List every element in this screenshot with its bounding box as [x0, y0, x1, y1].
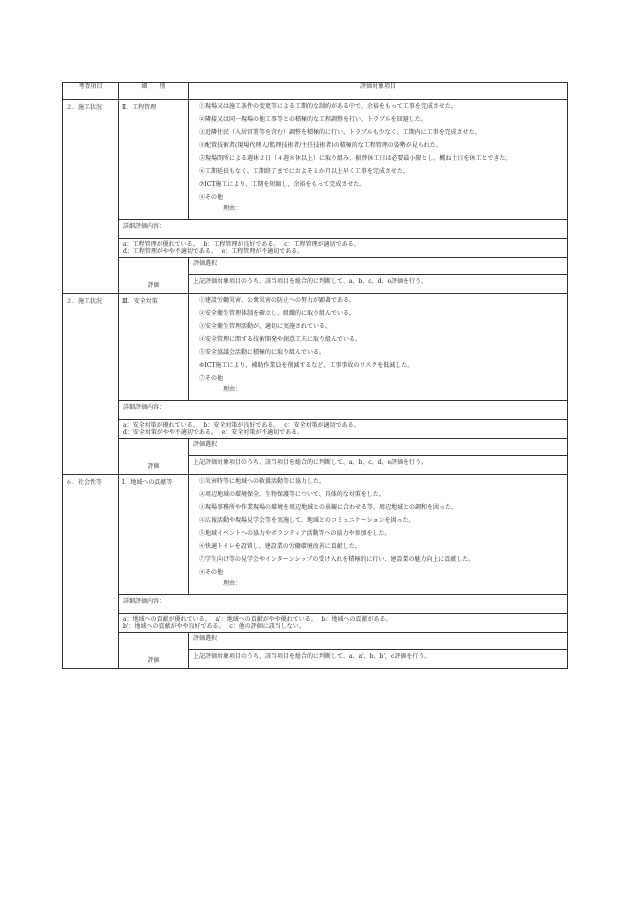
evaluation-rule: 上記評価対象項目のうち、該当項目を総合的に判断して、a、a'、b、b'、c評価を行う。: [189, 650, 568, 669]
evaluation-sheet: [62, 82, 568, 669]
scale-line: a：地域への貢献が優れている。 a'：地域への貢献がやや優れている。 b：地域への貢献がある。: [123, 616, 392, 623]
list-item: ①災害時等に地域への救援活動等に協力した。: [199, 478, 326, 485]
list-item: ①建設労働災害、公衆災害の防止への努力が顕著である。: [199, 297, 356, 304]
evaluation-label: 評価: [119, 258, 189, 294]
header-subcategory: 細 別: [119, 83, 189, 100]
list-item: ③現場事務所や作業現場の環境を周辺地域との景観に合わせる等、周辺地域との調和を図った。: [199, 504, 458, 511]
evaluation-select-label[interactable]: 評価選択: [189, 439, 568, 456]
scale-legend: [119, 420, 568, 439]
evaluation-select-label[interactable]: 評価選択: [189, 258, 568, 275]
section-safety: [63, 294, 568, 401]
section-process-management: [63, 100, 568, 220]
detail-field[interactable]: 詳細評価内容：: [119, 401, 568, 420]
list-item: ⑥工期延長もなく、工期終了までにおよそ１か月以上早く工事を完成させた。: [199, 168, 409, 175]
list-item: ④配置技術者(現場代理人/監理技術者/主任技術者)の積極的な工程管理の姿勢が見られた。: [199, 142, 442, 149]
subcategory-cell: Ⅰ．地域への貢献等: [119, 475, 189, 595]
table-header: [63, 83, 568, 100]
detail-field[interactable]: 詳細評価内容：: [119, 595, 568, 614]
scale-line: d：安全対策がやや不適切である。 e：安全対策が不適切である。: [123, 429, 304, 436]
list-item: ①現場又は施工条件の変更等による工期的な制約がある中で、余裕をもって工事を完成させた。: [199, 103, 457, 110]
items-cell: [189, 475, 568, 595]
list-item: ②周辺地域の環境保全、生物保護等について、具体的な対策をした。: [199, 491, 385, 498]
scale-line: b'：地域への貢献がやや良好である。 c：他の評価に該当しない。: [123, 623, 305, 630]
evaluation-rule: 上記評価対象項目のうち、該当項目を総合的に判断して、a、b、c、d、e評価を行う。: [189, 275, 568, 294]
list-item: ⑥快適トイレを設置し、建設業の労働環境改善に貢献した。: [199, 543, 361, 550]
list-item: ④安全管理に関する技術開発や創意工夫に取り組んでいる。: [199, 336, 362, 343]
list-item: ⑦学生向け等の見学会やインターンシップの受け入れを積極的に行い、建設業の魅力向上に貢献した。: [199, 556, 475, 563]
list-item: ⑤安全協議会活動に積極的に取り組んでいる。: [199, 349, 326, 356]
list-item: ⑧その他: [199, 569, 224, 576]
reason-field[interactable]: 理由：: [223, 580, 242, 587]
list-item: ④広報活動や現場見学会等を実施して、地域とのコミュニケーションを図った。: [199, 517, 415, 524]
list-item: ②安全衛生管理体制を確立し、組織的に取り組んでいる。: [199, 310, 356, 317]
list-item: ③近隣住民（入居官署等を含む）調整を積極的に行い、トラブルも少なく、工期内に工事を完成させた。: [199, 129, 481, 136]
list-item: ⑤現場閉所による週休２日（４週８休以上）に取り組み、振替休工日は必要最小限とし、概ね土日を休工とできた。: [199, 155, 512, 162]
category-cell: ２．施工状況: [63, 294, 119, 475]
scale-line: a：安全対策が優れている。 b：安全対策が良好である。 c：安全対策が適切である。: [123, 422, 360, 429]
list-item: ⑦その他: [199, 375, 224, 382]
evaluation-select-label[interactable]: 評価選択: [189, 633, 568, 650]
detail-field[interactable]: 詳細評価内容：: [119, 220, 568, 239]
evaluation-label: 評価: [119, 439, 189, 475]
scale-line: d：工程管理がやや不適切である。 e：工程管理が不適切である。: [123, 248, 304, 255]
list-item: ③安全衛生管理活動が、適切に実施されている。: [199, 323, 332, 330]
list-item: ⑦ICT施工により、工期を短縮し、余裕をもって完成させた。: [199, 181, 366, 188]
list-item: ⑤地域イベントへの協力やボランティア活動等への協力や参加をした。: [199, 530, 391, 537]
header-category: 考査項目: [63, 83, 119, 100]
section-community: [63, 475, 568, 595]
list-item: ⑥ICT施工により、補助作業員を削減するなど、工事事故のリスクを低減した。: [199, 362, 414, 369]
scale-legend: [119, 614, 568, 633]
evaluation-label: 評価: [119, 633, 189, 669]
scale-line: a：工程管理が優れている。 b：工程管理が良好である。 c：工程管理が適切である。: [123, 241, 360, 248]
items-cell: [189, 100, 568, 220]
category-cell: ２．施工状況: [63, 100, 119, 294]
evaluation-rule: 上記評価対象項目のうち、該当項目を総合的に判断して、a、b、c、d、e評価を行う。: [189, 456, 568, 475]
subcategory-cell: Ⅱ．工程管理: [119, 100, 189, 220]
list-item: ②隣接又は同一現場の他工事等との積極的な工程調整を行い、トラブルを回避した。: [199, 116, 427, 123]
scale-legend: [119, 239, 568, 258]
evaluation-table: [62, 82, 568, 669]
header-items: 評価対象項目: [189, 83, 568, 100]
category-cell: ６．社会性等: [63, 475, 119, 669]
reason-field[interactable]: 理由：: [223, 386, 242, 393]
list-item: ⑧その他: [199, 194, 224, 201]
subcategory-cell: Ⅲ．安全対策: [119, 294, 189, 401]
reason-field[interactable]: 理由：: [223, 205, 242, 212]
items-cell: [189, 294, 568, 401]
